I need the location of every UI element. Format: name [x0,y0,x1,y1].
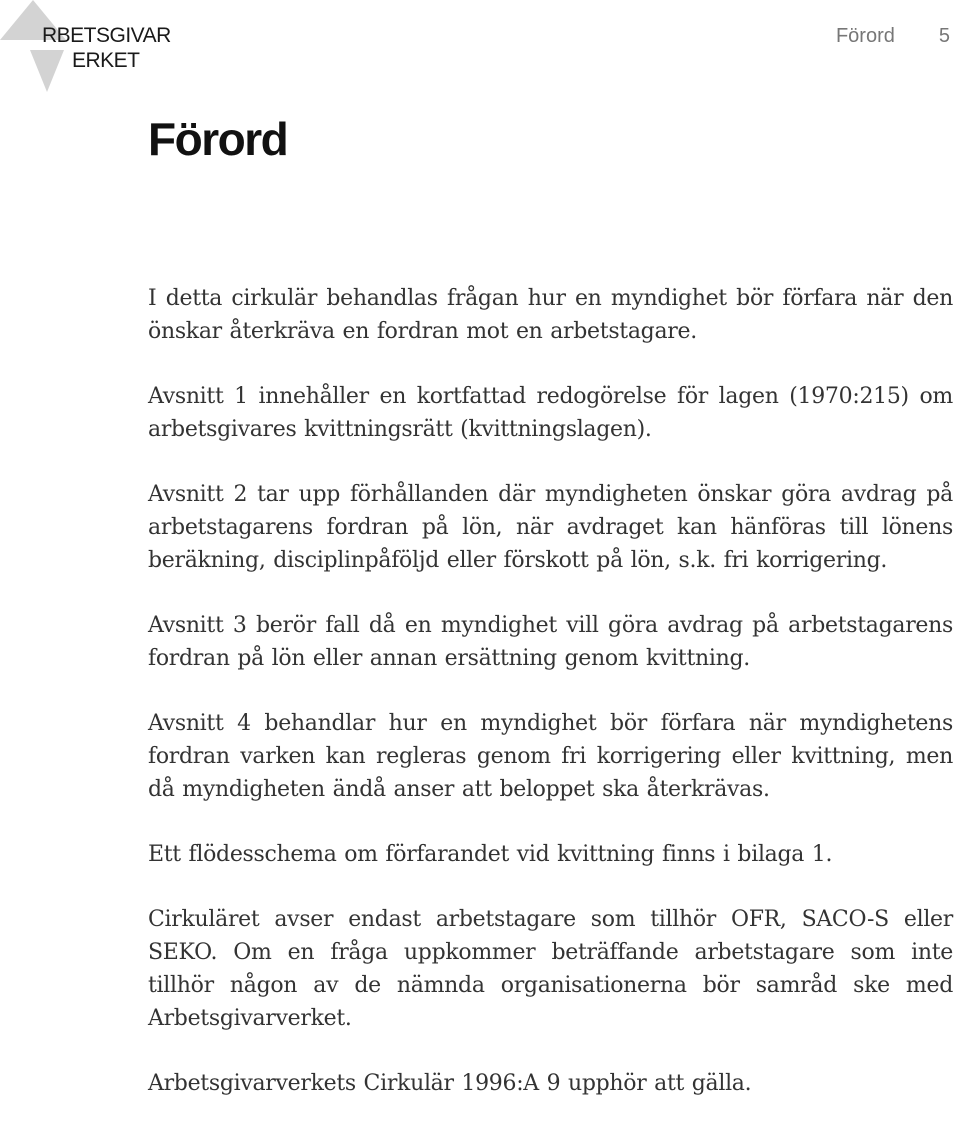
paragraph: Avsnitt 3 berör fall då en myndighet vill göra avdrag på arbetstagarens fordran på lön eller annan ersättning genom kvittning. [148,613,953,671]
paragraph: Avsnitt 1 innehåller en kortfattad redogörelse för lagen (1970:215) om arbetsgivares kvittningsrätt (kvittningslagen). [148,384,953,442]
page-title: Förord [148,113,288,165]
logo-text-line-2: ERKET [72,49,140,72]
paragraph: I detta cirkulär behandlas frågan hur en myndighet bör förfara när den önskar återkräva en fordran mot en arbetstagare. [148,286,953,344]
paragraph: Arbetsgivarverkets Cirkulär 1996:A 9 upphör att gälla. [148,1071,752,1096]
logo-triangles-icon [0,0,80,95]
body-text [148,282,953,1132]
paragraph: Cirkuläret avser endast arbetstagare som tillhör OFR, SACO-S eller SEKO. Om en fråga uppkommer beträffande arbetstagare som inte tillhör någon av de nämnda organisationerna bör samråd ske med Arbetsgivarverket. [148,907,953,1031]
running-header [836,25,950,48]
paragraph: Avsnitt 4 behandlar hur en myndighet bör förfara när myndighetens fordran varken kan regleras genom fri korrigering eller kvittning, men då myndigheten ändå anser att beloppet ska återkrävas. [148,711,953,802]
arbetsgivarverket-logo [0,0,200,100]
paragraph: Ett flödesschema om förfarandet vid kvittning finns i bilaga 1. [148,842,833,867]
paragraph: Avsnitt 2 tar upp förhållanden där myndigheten önskar göra avdrag på arbetstagarens fordran på lön, när avdraget kan hänföras till lönens beräkning, disciplinpåföljd eller förskott på lön, s.k. fri korrigering. [148,482,953,573]
logo-text-line-1: RBETSGIVAR [42,24,171,47]
running-header-title: Förord [835,25,895,47]
page-number: 5 [938,25,950,47]
